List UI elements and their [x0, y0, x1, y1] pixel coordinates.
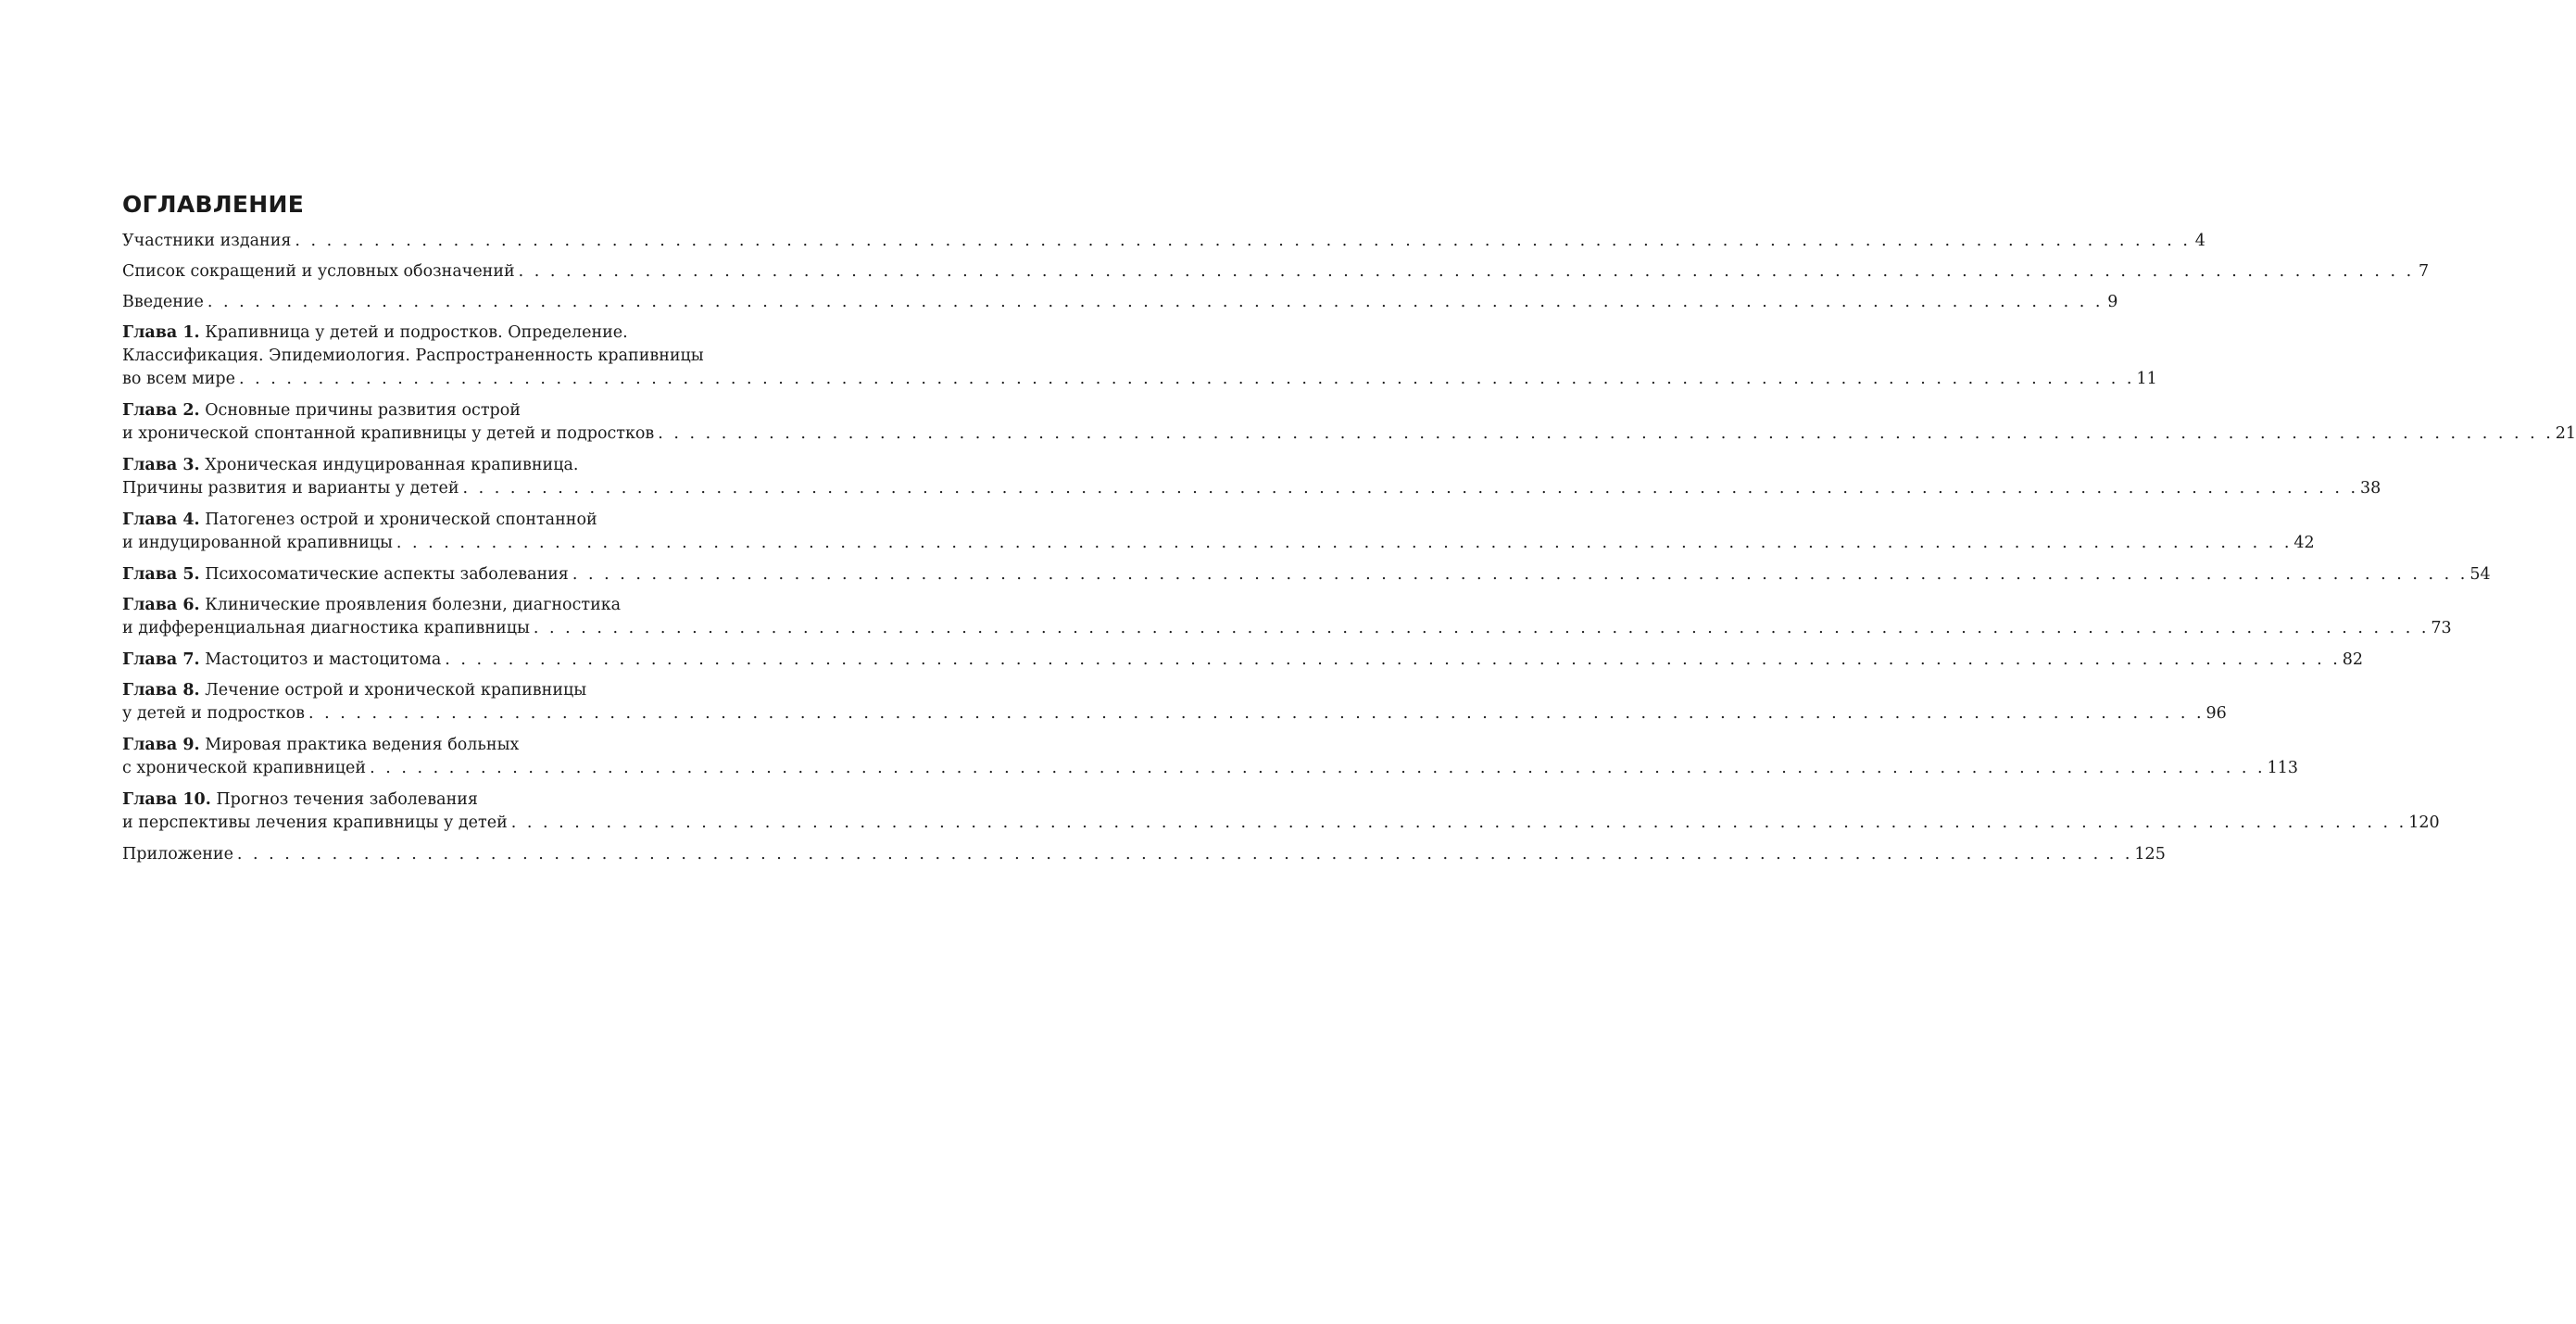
- dot-leader: . . . . . . . . . . . . . . . . . . . . . . . . . . . . . . . . . . . . . . . . . . . . . . . . . . . . . . . . . . . . . . . . . . . . . . . . . . . . . . . . . . . . . . . . . . . . . . . . . . . . . . . . . . . . . . . . . . . . . . . .: [510, 813, 2407, 832]
- toc-entry-last-line: [122, 477, 2381, 500]
- page-number: 96: [2205, 704, 2227, 723]
- chapter-label: Глава 9.: [122, 736, 200, 754]
- dot-leader: . . . . . . . . . . . . . . . . . . . . . . . . . . . . . . . . . . . . . . . . . . . . . . . . . . . . . . . . . . . . . . . . . . . . . . . . . . . . . . . . . . . . . . . . . . . . . . . . . . . . . . . . . . . . . . . . . . . . . . . .: [396, 534, 2293, 552]
- toc-entry[interactable]: [122, 322, 2157, 391]
- toc-entry-text: [122, 563, 569, 586]
- toc-entry-text: Прогноз течения заболевания: [216, 790, 478, 809]
- toc-entry-text: Клинические проявления болезни, диагностика: [205, 596, 622, 614]
- toc-entry-text: [122, 812, 508, 835]
- page-number: 54: [2469, 565, 2491, 584]
- toc-entry-text: [122, 422, 654, 446]
- toc-entry-title: Список сокращений и условных обозначений: [122, 262, 515, 281]
- toc-entry-title: во всем мире: [122, 370, 235, 388]
- toc-title: ОГЛАВЛЕНИЕ: [122, 191, 305, 218]
- toc-entry-line: [122, 788, 789, 812]
- toc-entry-last-line: [122, 702, 2227, 725]
- toc-entry-text: [122, 757, 366, 780]
- toc-entry-last-line: [122, 843, 2166, 866]
- dot-leader: . . . . . . . . . . . . . . . . . . . . . . . . . . . . . . . . . . . . . . . . . . . . . . . . . . . . . . . . . . . . . . . . . . . . . . . . . . . . . . . . . . . . . . . . . . . . . . . . . . . . . . . . . . . . . . . . . . . . . . . .: [308, 704, 2205, 723]
- page-number: 125: [2134, 845, 2166, 864]
- toc-entry-line: [122, 509, 789, 532]
- dot-leader: . . . . . . . . . . . . . . . . . . . . . . . . . . . . . . . . . . . . . . . . . . . . . . . . . . . . . . . . . . . . . . . . . . . . . . . . . . . . . . . . . . . . . . . . . . . . . . . . . . . . . . . . . . . . . . . . . . . . . . . .: [370, 759, 2266, 777]
- toc-entry-line: [122, 679, 789, 702]
- toc-entry-title: с хронической крапивницей: [122, 759, 367, 777]
- toc-entry-title: Причины развития и варианты у детей: [122, 479, 459, 498]
- toc-entry-text: Крапивница у детей и подростков. Определение.: [205, 323, 628, 342]
- toc-entry-text: [122, 702, 305, 725]
- toc-entry-text: [122, 843, 233, 866]
- chapter-label: Глава 3.: [122, 456, 200, 474]
- toc-entry-text: Хроническая индуцированная крапивница.: [205, 456, 579, 474]
- toc-entry-last-line: [122, 368, 2157, 391]
- dot-leader: . . . . . . . . . . . . . . . . . . . . . . . . . . . . . . . . . . . . . . . . . . . . . . . . . . . . . . . . . . . . . . . . . . . . . . . . . . . . . . . . . . . . . . . . . . . . . . . . . . . . . . . . . . . . . . . . . . . . . . . .: [236, 845, 2133, 864]
- toc-entry-title: у детей и подростков: [122, 704, 306, 723]
- chapter-label: Глава 10.: [122, 790, 211, 809]
- page-number: 11: [2136, 370, 2157, 388]
- dot-leader: . . . . . . . . . . . . . . . . . . . . . . . . . . . . . . . . . . . . . . . . . . . . . . . . . . . . . . . . . . . . . . . . . . . . . . . . . . . . . . . . . . . . . . . . . . . . . . . . . . . . . . . . . . . . . . . . . . . . . . . .: [572, 565, 2469, 584]
- toc-entry-last-line: [122, 757, 2298, 780]
- toc-entry[interactable]: [122, 291, 2118, 314]
- page-number: 9: [2107, 293, 2118, 311]
- page-number: 113: [2267, 759, 2298, 777]
- dot-leader: . . . . . . . . . . . . . . . . . . . . . . . . . . . . . . . . . . . . . . . . . . . . . . . . . . . . . . . . . . . . . . . . . . . . . . . . . . . . . . . . . . . . . . . . . . . . . . . . . . . . . . . . . . . . . . . . . . . . . . . .: [533, 619, 2430, 637]
- toc-entry[interactable]: [122, 260, 2430, 284]
- chapter-label: Глава 1.: [122, 323, 200, 342]
- toc-entry-text: [122, 649, 441, 672]
- page-number: 4: [2194, 232, 2205, 250]
- toc-entry-title: и индуцированной крапивницы: [122, 534, 393, 552]
- toc-entry-line: [122, 454, 789, 477]
- toc-entry-text: Мировая практика ведения больных: [205, 736, 520, 754]
- toc-entry[interactable]: [122, 230, 2205, 253]
- toc-entry-text: [122, 291, 204, 314]
- toc-entry-text: [122, 260, 515, 284]
- toc-entry-title: Введение: [122, 293, 204, 311]
- chapter-label: Глава 8.: [122, 681, 200, 700]
- toc-entry-last-line: [122, 230, 2205, 253]
- page-number: 38: [2360, 479, 2381, 498]
- toc-entry-title: и хронической спонтанной крапивницы у детей и подростков: [122, 424, 655, 443]
- page-number: 82: [2342, 650, 2364, 669]
- toc-entry-line: [122, 734, 789, 757]
- toc-entry[interactable]: [122, 734, 2298, 780]
- dot-leader: . . . . . . . . . . . . . . . . . . . . . . . . . . . . . . . . . . . . . . . . . . . . . . . . . . . . . . . . . . . . . . . . . . . . . . . . . . . . . . . . . . . . . . . . . . . . . . . . . . . . . . . . . . . . . . . . . . . . . . . .: [445, 650, 2341, 669]
- toc-entry-last-line: [122, 563, 2491, 586]
- page-number: 120: [2408, 813, 2440, 832]
- chapter-label: Глава 4.: [122, 511, 200, 529]
- toc-entry-title: и дифференциальная диагностика крапивницы: [122, 619, 530, 637]
- toc-entry-text: [122, 230, 291, 253]
- toc-entry-last-line: [122, 260, 2430, 284]
- toc-entry-title: Мастоцитоз и мастоцитома: [205, 650, 442, 669]
- toc-entry[interactable]: [122, 509, 2315, 555]
- toc-page: [122, 191, 2576, 874]
- toc-list: [122, 230, 2576, 866]
- toc-entry-text: Классификация. Эпидемиология. Распространенность крапивницы: [122, 347, 704, 365]
- toc-entry-text: Патогенез острой и хронической спонтанной: [205, 511, 597, 529]
- dot-leader: . . . . . . . . . . . . . . . . . . . . . . . . . . . . . . . . . . . . . . . . . . . . . . . . . . . . . . . . . . . . . . . . . . . . . . . . . . . . . . . . . . . . . . . . . . . . . . . . . . . . . . . . . . . . . . . . . . . . . . . .: [238, 370, 2135, 388]
- dot-leader: . . . . . . . . . . . . . . . . . . . . . . . . . . . . . . . . . . . . . . . . . . . . . . . . . . . . . . . . . . . . . . . . . . . . . . . . . . . . . . . . . . . . . . . . . . . . . . . . . . . . . . . . . . . . . . . . . . . . . . . .: [462, 479, 2359, 498]
- toc-entry-last-line: [122, 532, 2315, 555]
- toc-entry-line: [122, 594, 789, 617]
- toc-entry-text: [122, 532, 393, 555]
- toc-entry-title: Участники издания: [122, 232, 292, 250]
- toc-entry-last-line: [122, 649, 2364, 672]
- toc-entry-text: [122, 368, 235, 391]
- chapter-label: Глава 2.: [122, 401, 200, 420]
- page-number: 73: [2431, 619, 2452, 637]
- page-number: 21: [2555, 424, 2576, 443]
- toc-entry-last-line: [122, 422, 2576, 446]
- toc-entry-line: [122, 345, 789, 368]
- chapter-label: Глава 5.: [122, 565, 200, 584]
- toc-entry-last-line: [122, 291, 2118, 314]
- toc-entry-text: [122, 617, 530, 640]
- toc-entry-line: [122, 322, 789, 345]
- toc-entry[interactable]: [122, 649, 2364, 672]
- page-number: 42: [2293, 534, 2315, 552]
- dot-leader: . . . . . . . . . . . . . . . . . . . . . . . . . . . . . . . . . . . . . . . . . . . . . . . . . . . . . . . . . . . . . . . . . . . . . . . . . . . . . . . . . . . . . . . . . . . . . . . . . . . . . . . . . . . . . . . . . . . . . . . .: [518, 262, 2415, 281]
- toc-entry[interactable]: [122, 843, 2166, 866]
- dot-leader: . . . . . . . . . . . . . . . . . . . . . . . . . . . . . . . . . . . . . . . . . . . . . . . . . . . . . . . . . . . . . . . . . . . . . . . . . . . . . . . . . . . . . . . . . . . . . . . . . . . . . . . . . . . . . . . . . . . . . . . .: [207, 293, 2104, 311]
- toc-entry[interactable]: [122, 788, 2440, 835]
- toc-entry-title: Приложение: [122, 845, 233, 864]
- toc-entry-title: и перспективы лечения крапивницы у детей: [122, 813, 508, 832]
- chapter-label: Глава 7.: [122, 650, 200, 669]
- toc-entry-text: Основные причины развития острой: [205, 401, 521, 420]
- chapter-label: Глава 6.: [122, 596, 200, 614]
- page-number: 7: [2419, 262, 2430, 281]
- toc-entry[interactable]: [122, 399, 2576, 446]
- toc-entry-text: Лечение острой и хронической крапивницы: [205, 681, 587, 700]
- dot-leader: . . . . . . . . . . . . . . . . . . . . . . . . . . . . . . . . . . . . . . . . . . . . . . . . . . . . . . . . . . . . . . . . . . . . . . . . . . . . . . . . . . . . . . . . . . . . . . . . . . . . . . . . . . . . . . . . . . . . . . . .: [658, 424, 2554, 443]
- toc-entry[interactable]: [122, 563, 2491, 586]
- toc-entry-text: [122, 477, 459, 500]
- toc-entry[interactable]: [122, 454, 2381, 500]
- toc-entry-last-line: [122, 617, 2452, 640]
- toc-entry-title: Психосоматические аспекты заболевания: [205, 565, 569, 584]
- toc-entry-line: [122, 399, 789, 422]
- toc-entry[interactable]: [122, 594, 2452, 640]
- dot-leader: . . . . . . . . . . . . . . . . . . . . . . . . . . . . . . . . . . . . . . . . . . . . . . . . . . . . . . . . . . . . . . . . . . . . . . . . . . . . . . . . . . . . . . . . . . . . . . . . . . . . . . . . . . . . . . . . . . . . . . . .: [295, 232, 2191, 250]
- toc-entry[interactable]: [122, 679, 2227, 725]
- toc-entry-last-line: [122, 812, 2440, 835]
